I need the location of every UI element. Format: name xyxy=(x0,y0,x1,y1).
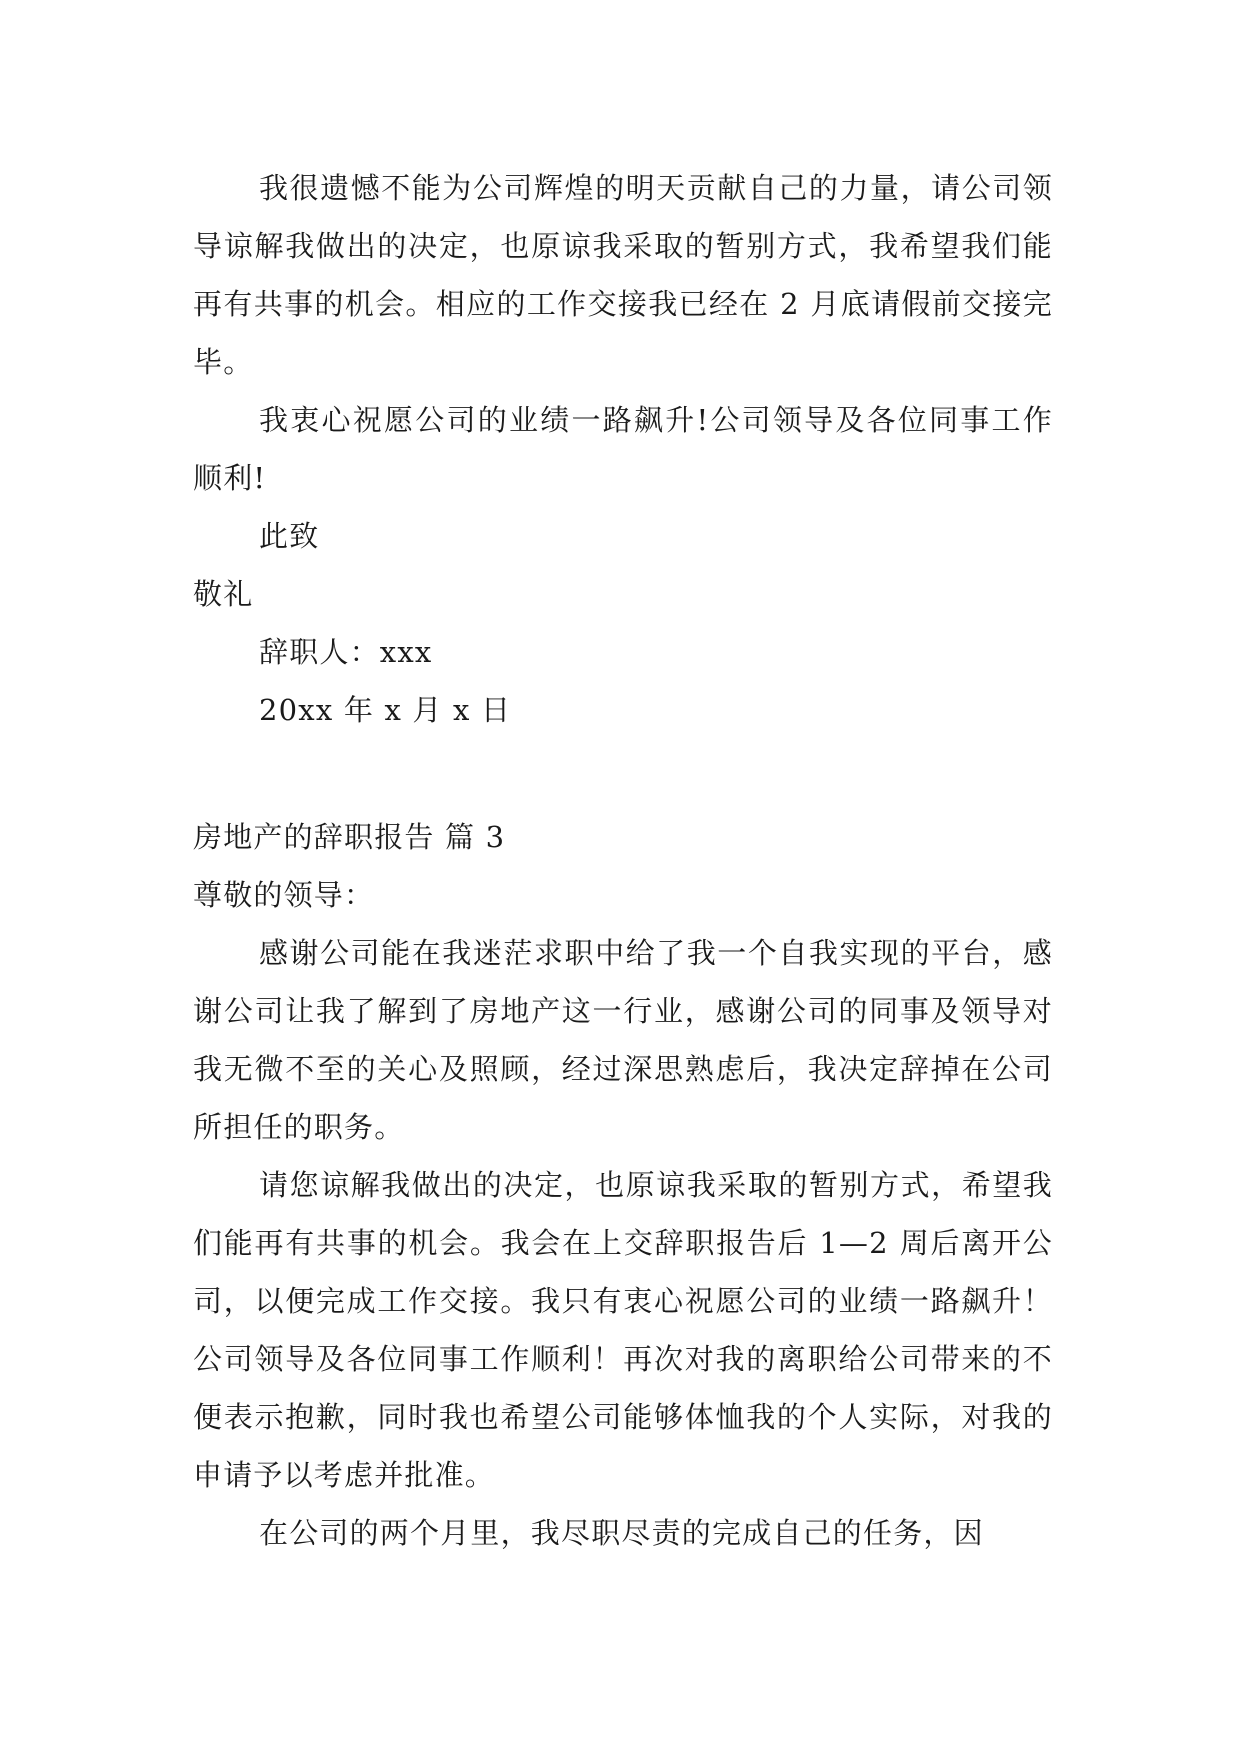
date-line: 20xx 年 x 月 x 日 xyxy=(259,693,512,727)
body-paragraph: 感谢公司能在我迷茫求职中给了我一个自我实现的平台，感谢公司让我了解到了房地产这一行业，感谢公司的同事及领导对我无微不至的关心及照顾，经过深思熟虑后，我决定辞掉在公司所担任的职务。 xyxy=(193,936,1053,1144)
signer-line: 辞职人：xxx xyxy=(259,635,433,669)
closing-salute: 敬礼 xyxy=(193,577,254,611)
section-3-block xyxy=(193,808,1053,1562)
letter-ending-block xyxy=(193,159,1053,739)
closing-line: 此致 xyxy=(259,519,320,553)
section-title: 房地产的辞职报告 篇 3 xyxy=(193,820,506,854)
body-paragraph: 在公司的两个月里，我尽职尽责的完成自己的任务，因 xyxy=(259,1516,984,1550)
body-paragraph: 请您谅解我做出的决定，也原谅我采取的暂别方式，希望我们能再有共事的机会。我会在上交辞职报告后 1—2 周后离开公司，以便完成工作交接。我只有衷心祝愿公司的业绩一路飙升！公司领导及各位同事工作顺利！再次对我的离职给公司带来的不便表示抱歉，同时我也希望公司能够体恤我的个人实际，对我的申请予以考虑并批准。 xyxy=(193,1168,1053,1492)
body-paragraph: 我衷心祝愿公司的业绩一路飙升!公司领导及各位同事工作顺利! xyxy=(193,403,1053,495)
body-paragraph: 我很遗憾不能为公司辉煌的明天贡献自己的力量，请公司领导谅解我做出的决定，也原谅我采取的暂别方式，我希望我们能再有共事的机会。相应的工作交接我已经在 2 月底请假前交接完毕。 xyxy=(193,171,1053,379)
salutation: 尊敬的领导： xyxy=(193,878,375,912)
